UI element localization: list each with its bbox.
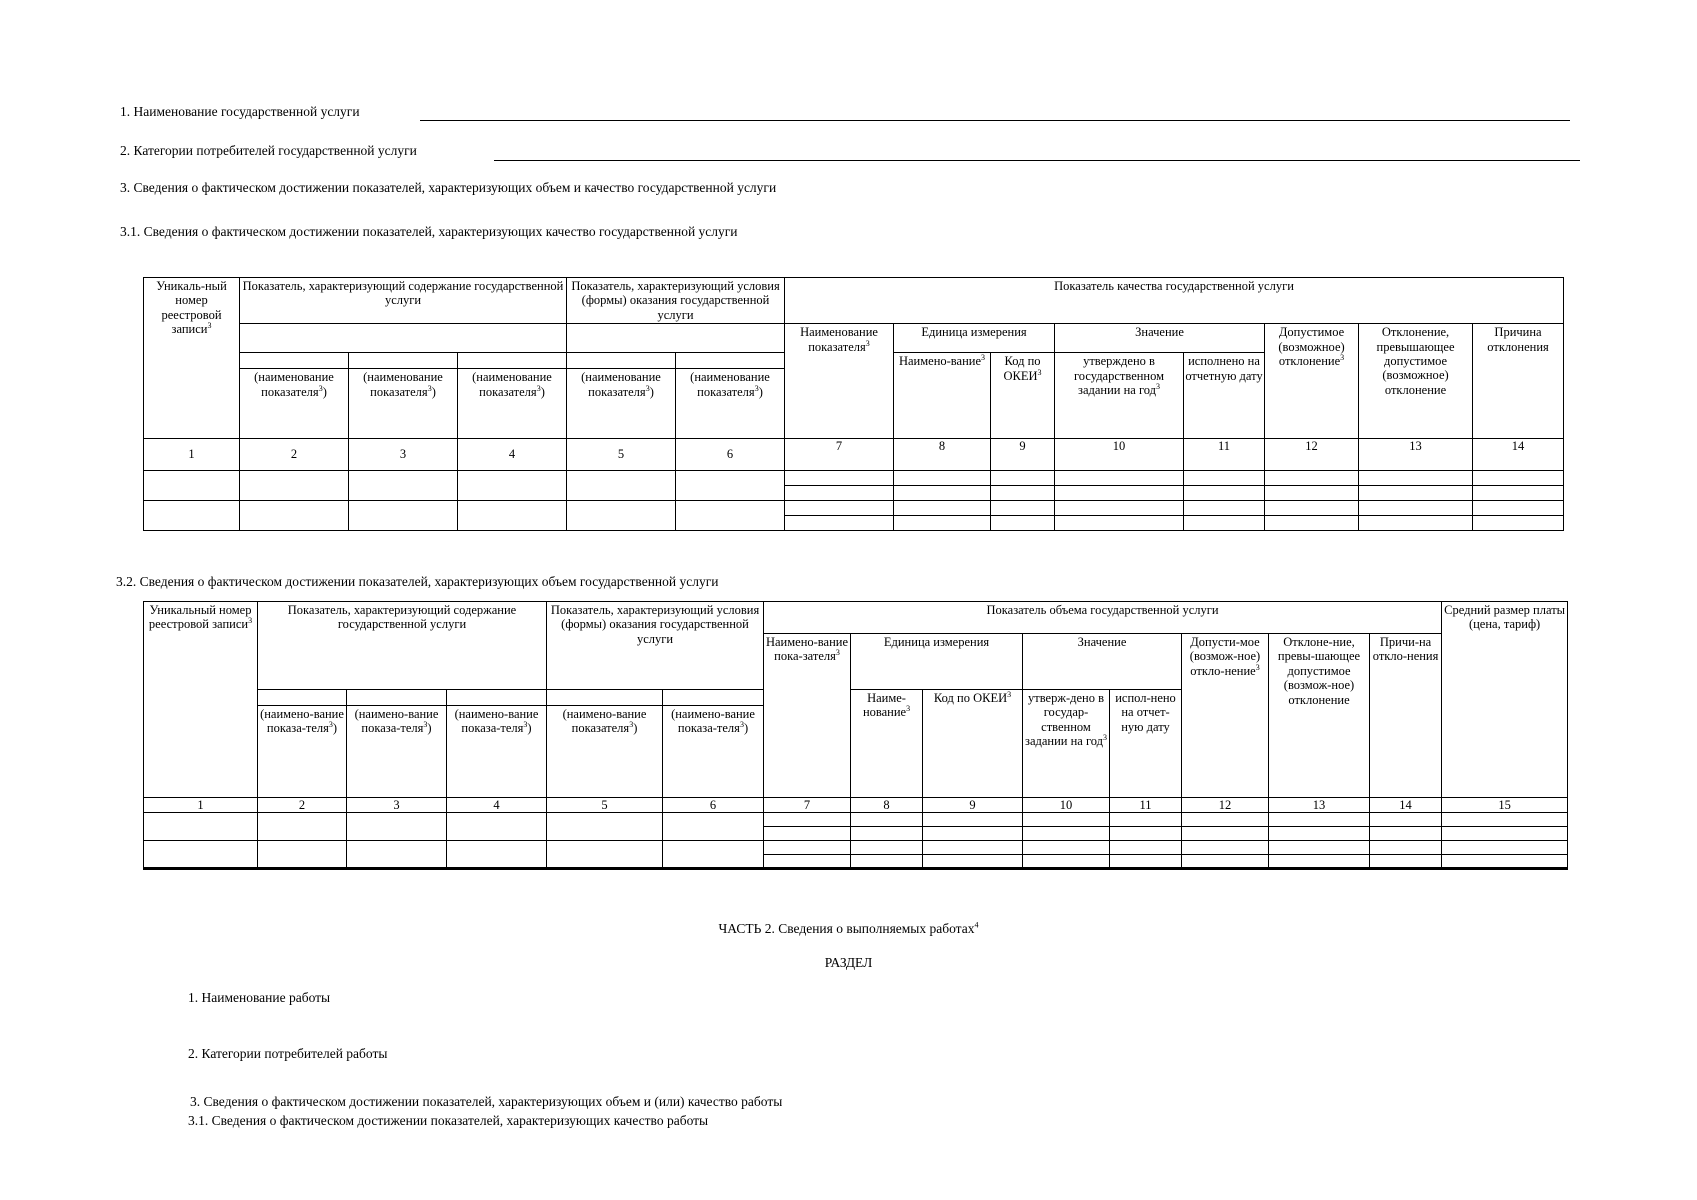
table-cell[interactable] — [1370, 813, 1442, 827]
table-cell[interactable] — [1265, 486, 1359, 501]
approved-value-header: утверждено в государственном задании на год$^3$ — [1055, 353, 1184, 439]
col-number: 10 — [1055, 439, 1184, 471]
col-number: 3 — [347, 798, 447, 813]
table-cell[interactable] — [1442, 855, 1568, 869]
part2-title: ЧАСТЬ 2. Сведения о выполняемых работах$^4$ — [718, 920, 979, 936]
table-cell[interactable] — [547, 813, 663, 841]
conditions-indicator-spacer — [567, 324, 785, 353]
work-name-item: 1. Наименование работы — [188, 990, 331, 1005]
table-cell[interactable] — [764, 855, 851, 869]
table-cell[interactable] — [894, 501, 991, 516]
content-sub-1: (наименование показателя$^3$) — [240, 369, 349, 439]
content-sub-2-top — [349, 353, 458, 369]
conditions-indicator-header: Показатель, характеризующий условия (формы) оказания государственной услуги — [567, 278, 785, 324]
content-sub-3-top — [447, 690, 547, 706]
table-cell[interactable] — [1442, 813, 1568, 827]
table-cell[interactable] — [1269, 813, 1370, 827]
item-volume-indicators: 3.2. Сведения о фактическом достижении показателей, характеризующих объем государственной услуги — [116, 574, 719, 589]
table-cell[interactable] — [458, 501, 567, 531]
table-cell[interactable] — [567, 501, 676, 531]
content-indicator-header: Показатель, характеризующий содержание государственной услуги — [258, 602, 547, 690]
work-quality-item: 3.1. Сведения о фактическом достижении показателей, характеризующих качество работы — [188, 1113, 709, 1128]
table-cell[interactable] — [676, 501, 785, 531]
col-number: 4 — [458, 439, 567, 471]
table-cell[interactable] — [458, 471, 567, 501]
content-sub-3: (наимено-вание показа-теля$^3$) — [447, 706, 547, 798]
col-number: 7 — [785, 439, 894, 471]
table-cell[interactable] — [144, 471, 240, 501]
table-cell[interactable] — [663, 841, 764, 869]
volume-indicator-header: Показатель объема государственной услуги — [764, 602, 1442, 634]
table-cell[interactable] — [347, 841, 447, 869]
conditions-sub-2-top — [663, 690, 764, 706]
table-cell[interactable] — [567, 471, 676, 501]
table-cell[interactable] — [663, 813, 764, 841]
table-cell[interactable] — [1265, 471, 1359, 486]
table-cell[interactable] — [1184, 471, 1265, 486]
table-cell[interactable] — [1269, 841, 1370, 855]
col-number: 1 — [144, 439, 240, 471]
content-sub-2: (наименование показателя$^3$) — [349, 369, 458, 439]
table-cell[interactable] — [851, 813, 923, 827]
exceeding-deviation-header: Отклонение, превышающее допустимое (возможное) отклонение — [1359, 324, 1473, 439]
table-cell[interactable] — [1110, 855, 1182, 869]
item-service-name: 1. Наименование государственной услуги — [120, 104, 360, 119]
content-sub-1-top — [240, 353, 349, 369]
deviation-reason-header: Причи-на откло-нения — [1370, 634, 1442, 798]
value-header: Значение — [1055, 324, 1265, 353]
table-cell[interactable] — [1055, 471, 1184, 486]
table-cell[interactable] — [1023, 827, 1110, 841]
col-number: 9 — [991, 439, 1055, 471]
table-cell[interactable] — [764, 827, 851, 841]
table-cell[interactable] — [1359, 486, 1473, 501]
table-cell[interactable] — [1023, 813, 1110, 827]
value-header: Значение — [1023, 634, 1182, 690]
indicator-name-header: Наимено-вание пока-зателя$^3$ — [764, 634, 851, 798]
okei-header: Код по ОКЕИ$^3$ — [991, 353, 1055, 439]
table-cell[interactable] — [1182, 827, 1269, 841]
table-cell[interactable] — [547, 841, 663, 869]
table-cell[interactable] — [1265, 516, 1359, 531]
table-cell[interactable] — [1182, 855, 1269, 869]
table-cell[interactable] — [1359, 516, 1473, 531]
table-cell[interactable] — [1473, 516, 1564, 531]
volume-indicators-table — [143, 601, 1568, 870]
unique-number-header: Уникальный номер реестровой записи$^3$ — [144, 602, 258, 798]
table-cell[interactable] — [991, 516, 1055, 531]
table-cell[interactable] — [991, 471, 1055, 486]
unit-name-header: Наиме-нование$^3$ — [851, 690, 923, 798]
table-cell[interactable] — [851, 827, 923, 841]
col-number: 10 — [1023, 798, 1110, 813]
table-cell[interactable] — [1473, 501, 1564, 516]
col-number: 12 — [1265, 439, 1359, 471]
table-cell[interactable] — [347, 813, 447, 841]
table-cell[interactable] — [923, 827, 1023, 841]
col-number: 11 — [1184, 439, 1265, 471]
content-sub-1-top — [258, 690, 347, 706]
indicator-name-header: Наименование показателя$^3$ — [785, 324, 894, 439]
content-sub-3: (наименование показателя$^3$) — [458, 369, 567, 439]
table-cell[interactable] — [447, 813, 547, 841]
table-cell[interactable] — [785, 486, 894, 501]
table-cell[interactable] — [1473, 486, 1564, 501]
work-consumers-item: 2. Категории потребителей работы — [188, 1046, 388, 1061]
allowed-deviation-header: Допустимое (возможное) отклонение$^3$ — [1265, 324, 1359, 439]
quality-indicators-table — [143, 277, 1564, 531]
table-cell[interactable] — [1269, 855, 1370, 869]
item-consumer-categories: 2. Категории потребителей государственной услуги — [120, 143, 417, 158]
table-cell[interactable] — [240, 471, 349, 501]
allowed-deviation-header: Допусти-мое (возмож-ное) откло-нение$^3$ — [1182, 634, 1269, 798]
exceeding-deviation-header: Отклоне-ние, превы-шающее допустимое (возмож-ное) отклонение — [1269, 634, 1370, 798]
table-cell[interactable] — [447, 841, 547, 869]
service-name-blank — [420, 120, 1570, 121]
unit-header: Единица измерения — [851, 634, 1023, 690]
conditions-sub-1: (наименование показателя$^3$) — [567, 369, 676, 439]
conditions-sub-1: (наимено-вание показателя$^3$) — [547, 706, 663, 798]
conditions-sub-2: (наимено-вание показа-теля$^3$) — [663, 706, 764, 798]
col-number: 14 — [1473, 439, 1564, 471]
table-cell[interactable] — [258, 813, 347, 841]
table-cell[interactable] — [1442, 827, 1568, 841]
col-number: 15 — [1442, 798, 1568, 813]
table-cell[interactable] — [258, 841, 347, 869]
table-cell[interactable] — [1442, 841, 1568, 855]
table-cell[interactable] — [1370, 855, 1442, 869]
col-number: 6 — [676, 439, 785, 471]
table-cell[interactable] — [894, 486, 991, 501]
table-cell[interactable] — [1023, 855, 1110, 869]
unique-number-header: Уникаль-ный номер реестровой записи$^3$ — [144, 278, 240, 439]
col-number: 8 — [851, 798, 923, 813]
table-cell[interactable] — [1184, 501, 1265, 516]
content-sub-3-top — [458, 353, 567, 369]
table-cell[interactable] — [785, 501, 894, 516]
table-cell[interactable] — [240, 501, 349, 531]
conditions-indicator-header: Показатель, характеризующий условия (формы) оказания государственной услуги — [547, 602, 764, 690]
col-number: 2 — [258, 798, 347, 813]
table-cell[interactable] — [1182, 841, 1269, 855]
table-cell[interactable] — [1370, 841, 1442, 855]
table-cell[interactable] — [1110, 827, 1182, 841]
work-indicators-item: 3. Сведения о фактическом достижении показателей, характеризующих объем и (или) качество работы — [190, 1094, 783, 1109]
executed-value-header: испол-нено на отчет-ную дату — [1110, 690, 1182, 798]
table-cell[interactable] — [1055, 501, 1184, 516]
table-cell[interactable] — [1110, 813, 1182, 827]
table-cell[interactable] — [785, 516, 894, 531]
col-number: 14 — [1370, 798, 1442, 813]
table-cell[interactable] — [1182, 813, 1269, 827]
conditions-sub-2: (наименование показателя$^3$) — [676, 369, 785, 439]
table-cell[interactable] — [894, 516, 991, 531]
col-number: 9 — [923, 798, 1023, 813]
unit-header: Единица измерения — [894, 324, 1055, 353]
item-indicators-info: 3. Сведения о фактическом достижении показателей, характеризующих объем и качество государственной услуги — [120, 180, 777, 195]
okei-header: Код по ОКЕИ$^3$ — [923, 690, 1023, 798]
section-heading: РАЗДЕЛ — [824, 955, 873, 970]
quality-indicator-header: Показатель качества государственной услуги — [785, 278, 1564, 324]
col-number: 3 — [349, 439, 458, 471]
table-cell[interactable] — [144, 841, 258, 869]
col-number: 5 — [547, 798, 663, 813]
content-indicator-spacer — [240, 324, 567, 353]
col-number: 12 — [1182, 798, 1269, 813]
table-cell[interactable] — [1359, 501, 1473, 516]
table-cell[interactable] — [1265, 501, 1359, 516]
col-number: 11 — [1110, 798, 1182, 813]
table-cell[interactable] — [1110, 841, 1182, 855]
table-cell[interactable] — [676, 471, 785, 501]
col-number: 4 — [447, 798, 547, 813]
col-number: 7 — [764, 798, 851, 813]
table-cell[interactable] — [1055, 486, 1184, 501]
table-cell[interactable] — [1473, 471, 1564, 486]
table-cell[interactable] — [1184, 486, 1265, 501]
table-cell[interactable] — [785, 471, 894, 486]
table-cell[interactable] — [1370, 827, 1442, 841]
col-number: 5 — [567, 439, 676, 471]
unit-name-header: Наимено-вание$^3$ — [894, 353, 991, 439]
consumer-categories-blank — [494, 160, 1580, 161]
col-number: 1 — [144, 798, 258, 813]
table-cell[interactable] — [1055, 516, 1184, 531]
table-cell[interactable] — [1023, 841, 1110, 855]
table-cell[interactable] — [1269, 827, 1370, 841]
table-cell[interactable] — [1359, 471, 1473, 486]
table-cell[interactable] — [923, 841, 1023, 855]
conditions-sub-1-top — [547, 690, 663, 706]
col-number: 6 — [663, 798, 764, 813]
table-cell[interactable] — [851, 841, 923, 855]
content-sub-1: (наимено-вание показа-теля$^3$) — [258, 706, 347, 798]
item-quality-indicators: 3.1. Сведения о фактическом достижении показателей, характеризующих качество государственной услуги — [120, 224, 738, 239]
table-cell[interactable] — [764, 841, 851, 855]
table-cell[interactable] — [923, 855, 1023, 869]
col-number: 13 — [1269, 798, 1370, 813]
table-cell[interactable] — [1184, 516, 1265, 531]
col-number: 8 — [894, 439, 991, 471]
approved-value-header: утверж-дено в государ-ственном задании на год$^3$ — [1023, 690, 1110, 798]
content-sub-2-top — [347, 690, 447, 706]
table-cell[interactable] — [764, 813, 851, 827]
table-cell[interactable] — [894, 471, 991, 486]
col-number: 13 — [1359, 439, 1473, 471]
content-sub-2: (наимено-вание показа-теля$^3$) — [347, 706, 447, 798]
content-indicator-header: Показатель, характеризующий содержание государственной услуги — [240, 278, 567, 324]
col-number: 2 — [240, 439, 349, 471]
table-cell[interactable] — [349, 501, 458, 531]
table-cell[interactable] — [144, 813, 258, 841]
average-fee-header: Средний размер платы (цена, тариф) — [1442, 602, 1568, 798]
conditions-sub-2-top — [676, 353, 785, 369]
executed-value-header: исполнено на отчетную дату — [1184, 353, 1265, 439]
deviation-reason-header: Причина отклонения — [1473, 324, 1564, 439]
table-cell[interactable] — [923, 813, 1023, 827]
conditions-sub-1-top — [567, 353, 676, 369]
table-cell[interactable] — [991, 501, 1055, 516]
table-cell[interactable] — [349, 471, 458, 501]
table-cell[interactable] — [144, 501, 240, 531]
table-cell[interactable] — [851, 855, 923, 869]
table-cell[interactable] — [991, 486, 1055, 501]
